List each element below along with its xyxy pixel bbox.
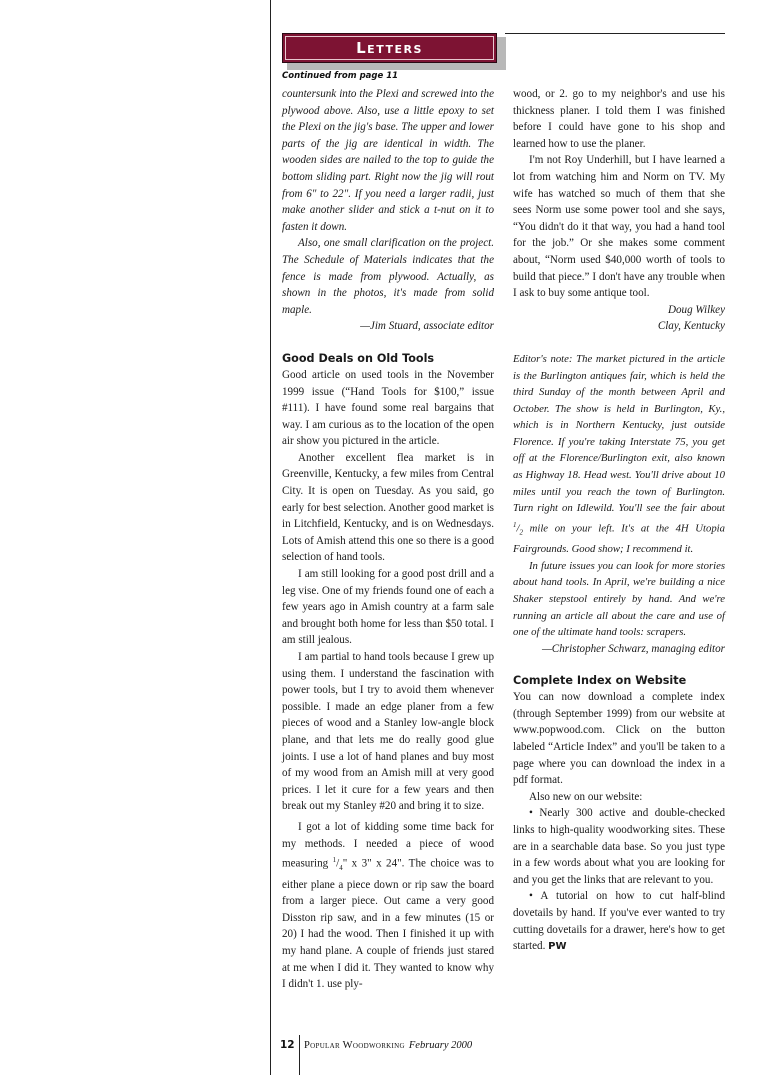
letter-heading: Good Deals on Old Tools <box>282 351 435 365</box>
section-banner <box>282 33 497 63</box>
editor-signature: —Christopher Schwarz, managing editor <box>541 642 725 655</box>
magazine-name: Popular Woodworking <box>304 1040 405 1051</box>
index-paragraph: • A tutorial on how to cut half-blind dovetails by hand. If you've ever wanted to try cutting dovetails for a drawer, here's how to get started. PW <box>513 890 725 953</box>
index-paragraph: You can now download a complete index (through September 1999) from our website at www.popwood.com. Click on the button labeled “Article Index” and you'll be taken to a page where you can download the index in a pdf format. <box>513 691 725 787</box>
header-rule <box>505 33 725 34</box>
page-footer <box>280 1039 472 1051</box>
letter-author: Doug Wilkey <box>668 303 725 316</box>
letter-paragraph: I am still looking for a good post drill and a leg vise. One of my friends found one of each a few years ago in Amish country at a farm sale and brought both home for less than $50 total. I am still jealous. <box>282 568 494 647</box>
editor-note: Editor's note: The market pictured in the article is the Burlington antiques fair, which is held the third Sunday of the month between April and October. The show is held in Burlington, Ky., which is in Northern Kentucky, just outside Florence. If you're taking Interstate 75, you get off at the Florence/Burlington exit, also known as Highway 18. Head west. You'll drive about 10 miles until you reach the town of Burlington. Turn right on Idlewild. You'll see the fair about $^1/_2$ mile on your left. It's at the 4H Utopia Fairgrounds. Good show; I recommend it. <box>513 352 725 556</box>
letter-paragraph: Good article on used tools in the November 1999 issue (“Hand Tools for $100,” issue #111). I have found some real bargains that way. I am curious as to the location of the open air show you pictured in the article. <box>282 368 494 448</box>
index-heading: Complete Index on Website <box>513 674 687 688</box>
editor-reply-paragraph: Also, one small clarification on the project. The Schedule of Materials indicates that the fence is made from plywood. Actually, as shown in the photos, it's made from solid maple. <box>282 237 494 316</box>
index-paragraph: • Nearly 300 active and double-checked links to high-quality woodworking sites. These are in a searchable data base. So you just type in a few words about what you are looking for and you get the links that are relevant to you. <box>513 807 725 886</box>
section-title: Letters <box>285 36 494 60</box>
letter-location: Clay, Kentucky <box>657 320 725 333</box>
right-column <box>513 86 725 956</box>
letter-paragraph: I got a lot of kidding some time back for my methods. I needed a piece of wood measuring $^1/_4$" x 3" x 24". The choice was to either plane a piece down or rip saw the board from a larger piece. Out came a very good Disston rip saw, and in a few minutes (15 or 20) I had the wood. Then I finished it up with my hand plane. A couple of friends just stared at me when I did it. They wanted to know why I didn't 1. use ply- <box>282 820 494 991</box>
letter-paragraph: I'm not Roy Underhill, but I have learned a lot from watching him and Norm on TV. My wife has watched so much of them that she sees Norm use some power tool and she says, “You didn't do it that way, you had a hand tool for the job.” Or she makes some comment about, “Norm used $40,000 worth of tools to build that piece.” I don't have any trouble when I ask to buy some antique tool. <box>513 154 725 300</box>
left-column <box>282 86 494 993</box>
letter-paragraph: I am partial to hand tools because I grew up using them. I understand the fascination with power tools, but I try to avoid them whenever possible. I made an edge planer from a few pieces of wood and a Stanley low-angle block plane, and that lets me do really good glue joints. I use a lot of hand planes and buy most of my wood from an Amish mill at very good prices. I let it cure for a few years and then break out my Stanley #20 and bring it to size. <box>282 651 494 813</box>
page-divider-line <box>270 0 271 1075</box>
index-paragraph: Also new on our website: <box>529 790 643 803</box>
end-mark: PW <box>548 941 567 953</box>
page-number: 12 <box>280 1039 295 1051</box>
editor-signature: —Jim Stuard, associate editor <box>360 320 494 333</box>
editor-note: In future issues you can look for more stories about hand tools. In April, we're building a nice Shaker stepstool entirely by hand. And we're running an article all about the care and use of one of the ultimate hand tools: scrapers. <box>513 559 725 639</box>
issue-date: February 2000 <box>408 1040 473 1051</box>
letter-paragraph: wood, or 2. go to my neighbor's and use his thickness planer. I told them I was finished before I could have gone to his shop and learned how to use the planer. <box>513 88 725 150</box>
editor-reply-paragraph: countersunk into the Plexi and screwed into the plywood above. Also, use a little epoxy to set the Plexi on the jig's base. The upper and lower parts of the jig are identical in width. The wooden sides are nailed to the top to guide the bottom sliding part. Right now the jig will rout from 6" to 22". If you need a larger radii, just make another slider and stick a t-nut on it to fasten it down. <box>282 88 494 233</box>
continued-note: Continued from page 11 <box>282 71 399 81</box>
letter-paragraph: Another excellent flea market is in Greenville, Kentucky, a few miles from Central City. It is open on Tuesday. As you said, go early for best selection. Another good market is in Litchfield, Kentucky, and is on Wednesdays. Lots of Amish attend this one so there is a good selection of hand tools. <box>282 451 494 564</box>
